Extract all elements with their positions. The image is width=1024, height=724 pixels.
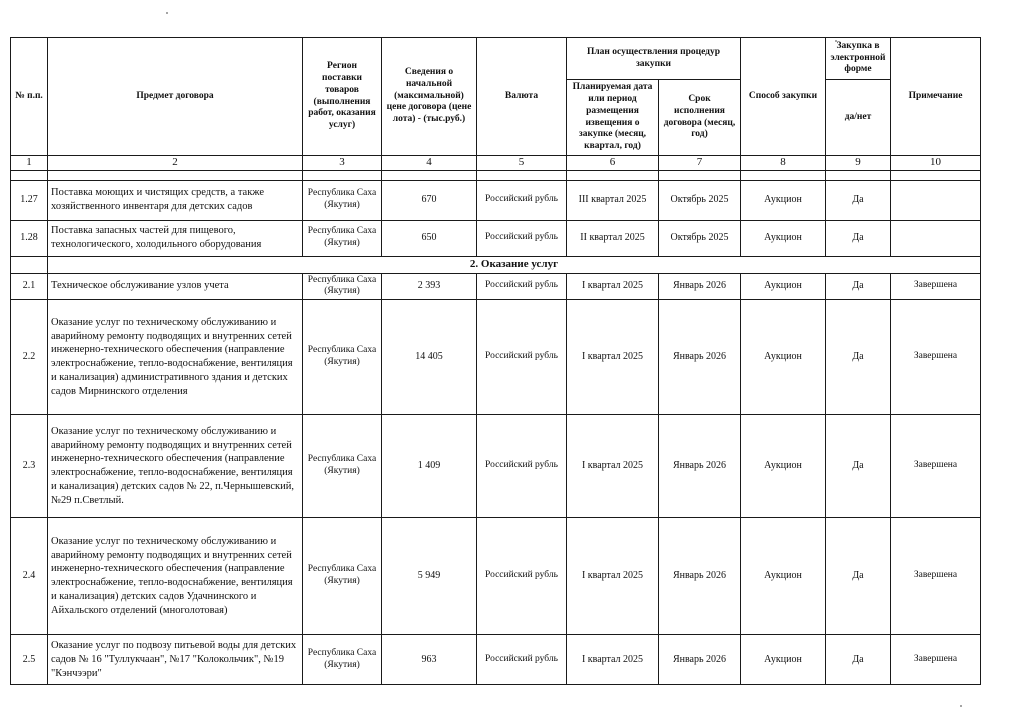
row-price: 2 393	[382, 273, 477, 300]
table-row	[11, 635, 981, 685]
row-price: 5 949	[382, 518, 477, 635]
col-number: 4	[382, 156, 477, 171]
row-term: Январь 2026	[659, 300, 741, 415]
row-electronic: Да	[826, 180, 891, 220]
row-subject: Оказание услуг по подвозу питьевой воды для детских садов № 16 "Туллукчаан", №17 "Колокольчик", №19 "Кэнчээри"	[48, 635, 303, 685]
row-number: 2.4	[11, 518, 48, 635]
row-method: Аукцион	[741, 415, 826, 518]
procurement-plan-sheet	[10, 37, 980, 685]
header-note: Примечание	[891, 38, 981, 156]
procurement-plan-table	[10, 37, 981, 685]
table-row	[11, 273, 981, 300]
column-number-row	[11, 156, 981, 171]
col-number: 9	[826, 156, 891, 171]
row-electronic: Да	[826, 518, 891, 635]
row-electronic: Да	[826, 300, 891, 415]
row-note: Завершена	[891, 300, 981, 415]
table-body	[11, 170, 981, 685]
row-region: Республика Саха (Якутия)	[303, 273, 382, 300]
header-term: Срок исполнения договора (месяц, год)	[659, 80, 741, 156]
row-region: Республика Саха (Якутия)	[303, 220, 382, 256]
row-currency: Российский рубль	[477, 635, 567, 685]
row-note	[891, 180, 981, 220]
header-no: № п.п.	[11, 38, 48, 156]
row-method: Аукцион	[741, 635, 826, 685]
row-number: 2.3	[11, 415, 48, 518]
col-number: 5	[477, 156, 567, 171]
header-plan-date: Планируемая дата или период размещения извещения о закупке (месяц, квартал, год)	[567, 80, 659, 156]
col-number: 8	[741, 156, 826, 171]
row-plan-date: I квартал 2025	[567, 300, 659, 415]
row-method: Аукцион	[741, 180, 826, 220]
row-number: 2.5	[11, 635, 48, 685]
header-price: Сведения о начальной (максимальной) цене договора (цене лота) - (тыс.руб.)	[382, 38, 477, 156]
row-note: Завершена	[891, 273, 981, 300]
scan-speck	[960, 705, 962, 707]
row-subject: Оказание услуг по техническому обслуживанию и аварийному ремонту подводящих и внутренних сетей инженерно-технического обеспечения (направление электроснабжение, тепло-водоснабжение, вентиляция и канализация) административного здания и детских садов Мирнинского отделения	[48, 300, 303, 415]
row-currency: Российский рубль	[477, 220, 567, 256]
row-plan-date: I квартал 2025	[567, 518, 659, 635]
row-term: Январь 2026	[659, 273, 741, 300]
header-subject: Предмет договора	[48, 38, 303, 156]
col-number: 10	[891, 156, 981, 171]
row-region: Республика Саха (Якутия)	[303, 518, 382, 635]
row-term: Январь 2026	[659, 518, 741, 635]
row-price: 650	[382, 220, 477, 256]
row-term: Январь 2026	[659, 415, 741, 518]
row-number: 2.1	[11, 273, 48, 300]
row-electronic: Да	[826, 635, 891, 685]
header-electronic: Закупка в электронной форме	[826, 38, 891, 80]
table-row	[11, 518, 981, 635]
row-region: Республика Саха (Якутия)	[303, 415, 382, 518]
row-method: Аукцион	[741, 273, 826, 300]
header-method: Способ закупки	[741, 38, 826, 156]
row-currency: Российский рубль	[477, 415, 567, 518]
row-currency: Российский рубль	[477, 518, 567, 635]
row-plan-date: III квартал 2025	[567, 180, 659, 220]
row-plan-date: II квартал 2025	[567, 220, 659, 256]
row-price: 1 409	[382, 415, 477, 518]
row-region: Республика Саха (Якутия)	[303, 300, 382, 415]
row-electronic: Да	[826, 220, 891, 256]
row-number: 1.28	[11, 220, 48, 256]
row-term: Октябрь 2025	[659, 180, 741, 220]
row-subject: Оказание услуг по техническому обслуживанию и аварийному ремонту подводящих и внутренних сетей инженерно-технического обеспечения (направление электроснабжение, тепло-водоснабжение, вентиляция и канализация) детских садов № 22, п.Чернышевский, №29 п.Светлый.	[48, 415, 303, 518]
header-region: Регион поставки товаров (выполнения работ, оказания услуг)	[303, 38, 382, 156]
row-price: 963	[382, 635, 477, 685]
col-number: 1	[11, 156, 48, 171]
header-electronic-sub: да/нет	[826, 80, 891, 156]
row-term: Октябрь 2025	[659, 220, 741, 256]
row-note: Завершена	[891, 415, 981, 518]
row-currency: Российский рубль	[477, 300, 567, 415]
spacer-row	[11, 170, 981, 180]
row-subject: Техническое обслуживание узлов учета	[48, 273, 303, 300]
col-number: 2	[48, 156, 303, 171]
row-currency: Российский рубль	[477, 273, 567, 300]
row-electronic: Да	[826, 415, 891, 518]
section-row	[11, 256, 981, 273]
row-price: 14 405	[382, 300, 477, 415]
header-plan-group: План осуществления процедур закупки	[567, 38, 741, 80]
col-number: 3	[303, 156, 382, 171]
row-currency: Российский рубль	[477, 180, 567, 220]
table-row	[11, 415, 981, 518]
table-row	[11, 300, 981, 415]
row-note	[891, 220, 981, 256]
row-electronic: Да	[826, 273, 891, 300]
row-region: Республика Саха (Якутия)	[303, 635, 382, 685]
row-note: Завершена	[891, 518, 981, 635]
header-currency: Валюта	[477, 38, 567, 156]
scan-speck	[835, 40, 837, 42]
table-header	[11, 38, 981, 171]
row-method: Аукцион	[741, 220, 826, 256]
row-subject: Оказание услуг по техническому обслуживанию и аварийному ремонту подводящих и внутренних сетей инженерно-технического обеспечения (направление электроснабжение, тепло-водоснабжение, вентиляция и канализация) детских садов Удачнинского и Айхальского отделений (многолотовая)	[48, 518, 303, 635]
row-number: 2.2	[11, 300, 48, 415]
table-row	[11, 220, 981, 256]
table-row	[11, 180, 981, 220]
row-term: Январь 2026	[659, 635, 741, 685]
row-plan-date: I квартал 2025	[567, 415, 659, 518]
row-subject: Поставка моющих и чистящих средств, а также хозяйственного инвентаря для детских садов	[48, 180, 303, 220]
scan-speck	[166, 12, 168, 14]
row-plan-date: I квартал 2025	[567, 273, 659, 300]
row-note: Завершена	[891, 635, 981, 685]
row-method: Аукцион	[741, 518, 826, 635]
row-subject: Поставка запасных частей для пищевого, технологического, холодильного оборудования	[48, 220, 303, 256]
section-title: 2. Оказание услуг	[48, 256, 981, 273]
row-region: Республика Саха (Якутия)	[303, 180, 382, 220]
col-number: 6	[567, 156, 659, 171]
col-number: 7	[659, 156, 741, 171]
row-number: 1.27	[11, 180, 48, 220]
row-price: 670	[382, 180, 477, 220]
row-plan-date: I квартал 2025	[567, 635, 659, 685]
row-method: Аукцион	[741, 300, 826, 415]
